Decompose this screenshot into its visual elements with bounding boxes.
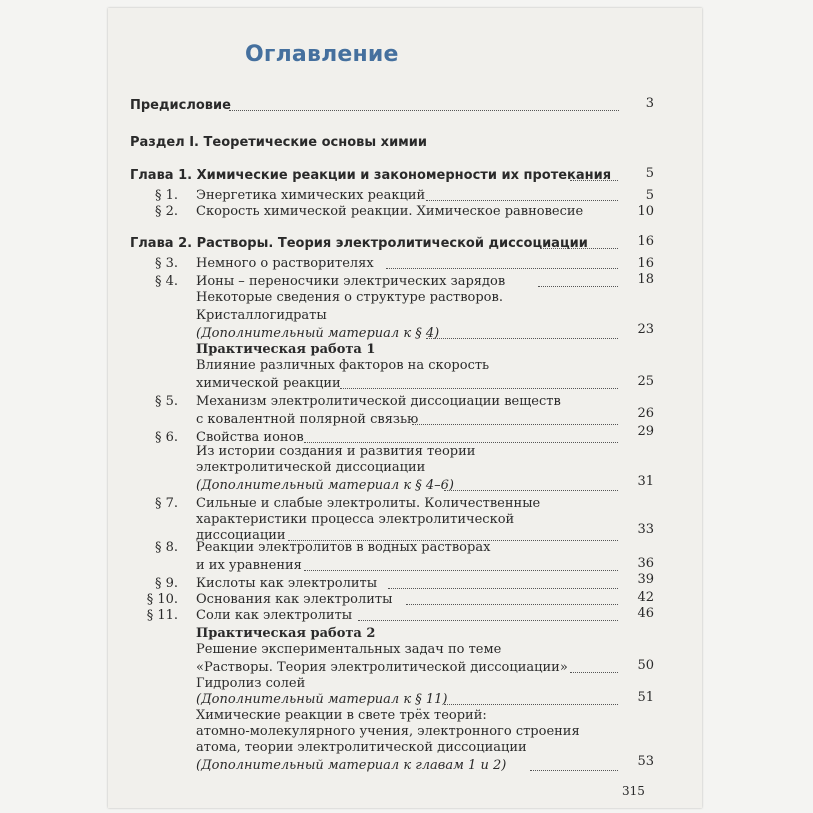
toc-entry[interactable]: Немного о растворителях xyxy=(196,256,374,271)
toc-page: 42 xyxy=(637,590,654,605)
toc-entry[interactable]: Ионы – переносчики электрических зарядов xyxy=(196,274,506,289)
practical-work-title[interactable]: Практическая работа 2 xyxy=(196,626,376,641)
toc-page: 29 xyxy=(637,424,654,439)
toc-entry-line[interactable]: Гидролиз солей xyxy=(196,676,306,691)
toc-entry[interactable]: Кислоты как электролиты xyxy=(196,576,378,591)
toc-page: 16 xyxy=(637,256,654,271)
preface-label[interactable]: Предисловие xyxy=(130,98,231,113)
paragraph-number: § 7. xyxy=(154,496,178,511)
toc-entry-line[interactable]: с ковалентной полярной связью xyxy=(196,412,419,427)
toc-entry-line[interactable]: Из истории создания и развития теории xyxy=(196,444,476,459)
dot-leader xyxy=(229,110,619,111)
dot-leader xyxy=(540,248,618,249)
paragraph-number: § 11. xyxy=(146,608,178,623)
toc-page: 46 xyxy=(637,606,654,621)
toc-entry-line[interactable]: характеристики процесса электролитической xyxy=(196,512,515,527)
toc-page: 26 xyxy=(637,406,654,421)
toc-page: 18 xyxy=(637,272,654,287)
toc-page: 39 xyxy=(637,572,654,587)
toc-entry-line[interactable]: (Дополнительный материал к § 11) xyxy=(196,692,448,707)
preface-page: 3 xyxy=(645,96,654,111)
paragraph-number: § 8. xyxy=(154,540,178,555)
toc-entry-line[interactable]: Реакции электролитов в водных растворах xyxy=(196,540,491,555)
page-number: 315 xyxy=(622,784,645,798)
paragraph-number: § 5. xyxy=(154,394,178,409)
toc-entry-line[interactable]: Сильные и слабые электролиты. Количественные xyxy=(196,496,541,511)
toc-page: 50 xyxy=(637,658,654,673)
toc-entry-line[interactable]: «Растворы. Теория электролитической диссоциации» xyxy=(196,660,568,675)
dot-leader xyxy=(538,286,618,287)
toc-entry[interactable]: Энергетика химических реакций xyxy=(196,188,426,203)
chapter2-page: 16 xyxy=(637,234,654,249)
dot-leader xyxy=(406,604,618,605)
chapter1-heading[interactable]: Глава 1. Химические реакции и закономерности их протекания xyxy=(130,168,612,183)
paragraph-number: § 6. xyxy=(154,430,178,445)
toc-entry-line[interactable]: электролитической диссоциации xyxy=(196,460,426,475)
book-page xyxy=(108,8,702,808)
toc-entry[interactable]: Свойства ионов xyxy=(196,430,304,445)
toc-entry-line[interactable]: Влияние различных факторов на скорость xyxy=(196,358,490,373)
paragraph-number: § 9. xyxy=(154,576,178,591)
section-heading[interactable]: Раздел I. Теоретические основы химии xyxy=(130,135,428,150)
toc-entry-line[interactable]: Механизм электролитической диссоциации веществ xyxy=(196,394,561,409)
dot-leader xyxy=(304,442,618,443)
toc-page: 25 xyxy=(637,374,654,389)
toc-entry-line[interactable]: и их уравнения xyxy=(196,558,302,573)
dot-leader xyxy=(426,200,618,201)
toc-entry[interactable]: Соли как электролиты xyxy=(196,608,353,623)
toc-entry-line[interactable]: химической реакции xyxy=(196,376,341,391)
toc-entry-line[interactable]: Решение экспериментальных задач по теме xyxy=(196,642,502,657)
dot-leader xyxy=(358,620,618,621)
dot-leader xyxy=(570,180,618,181)
toc-page: 23 xyxy=(637,322,654,337)
toc-page: 53 xyxy=(637,754,654,769)
toc-page: 51 xyxy=(637,690,654,705)
paragraph-number: § 10. xyxy=(146,592,178,607)
dot-leader xyxy=(386,268,618,269)
toc-entry-line[interactable]: атома, теории электролитической диссоциации xyxy=(196,740,527,755)
dot-leader xyxy=(444,704,618,705)
toc-entry-line[interactable]: Химические реакции в свете трёх теорий: xyxy=(196,708,487,723)
toc-entry-line[interactable]: атомно-молекулярного учения, электронного строения xyxy=(196,724,580,739)
paragraph-number: § 4. xyxy=(154,274,178,289)
toc-page: 31 xyxy=(637,474,654,489)
toc-page: 36 xyxy=(637,556,654,571)
paragraph-number: § 1. xyxy=(154,188,178,203)
toc-entry-line[interactable]: диссоциации xyxy=(196,528,286,543)
paragraph-number: § 3. xyxy=(154,256,178,271)
dot-leader xyxy=(304,570,618,571)
dot-leader xyxy=(340,388,618,389)
toc-entry-line[interactable]: (Дополнительный материал к § 4) xyxy=(196,326,440,341)
toc-entry-line[interactable]: (Дополнительный материал к § 4–6) xyxy=(196,478,454,493)
page-title: Оглавление xyxy=(245,42,399,67)
toc-entry-line[interactable]: Кристаллогидраты xyxy=(196,308,327,323)
dot-leader xyxy=(412,424,618,425)
dot-leader xyxy=(570,672,618,673)
toc-entry[interactable]: Основания как электролиты xyxy=(196,592,393,607)
paragraph-number: § 2. xyxy=(154,204,178,219)
dot-leader xyxy=(388,588,618,589)
toc-entry-line[interactable]: Некоторые сведения о структуре растворов. xyxy=(196,290,503,305)
toc-page: 10 xyxy=(637,204,654,219)
dot-leader xyxy=(426,338,618,339)
dot-leader xyxy=(444,490,618,491)
toc-page: 5 xyxy=(645,188,654,203)
toc-entry[interactable]: Скорость химической реакции. Химическое равновесие xyxy=(196,204,584,219)
chapter1-page: 5 xyxy=(645,166,654,181)
dot-leader xyxy=(530,770,618,771)
chapter2-heading[interactable]: Глава 2. Растворы. Теория электролитической диссоциации xyxy=(130,236,588,251)
toc-entry-line[interactable]: (Дополнительный материал к главам 1 и 2) xyxy=(196,758,507,773)
practical-work-title[interactable]: Практическая работа 1 xyxy=(196,342,376,357)
toc-page: 33 xyxy=(637,522,654,537)
